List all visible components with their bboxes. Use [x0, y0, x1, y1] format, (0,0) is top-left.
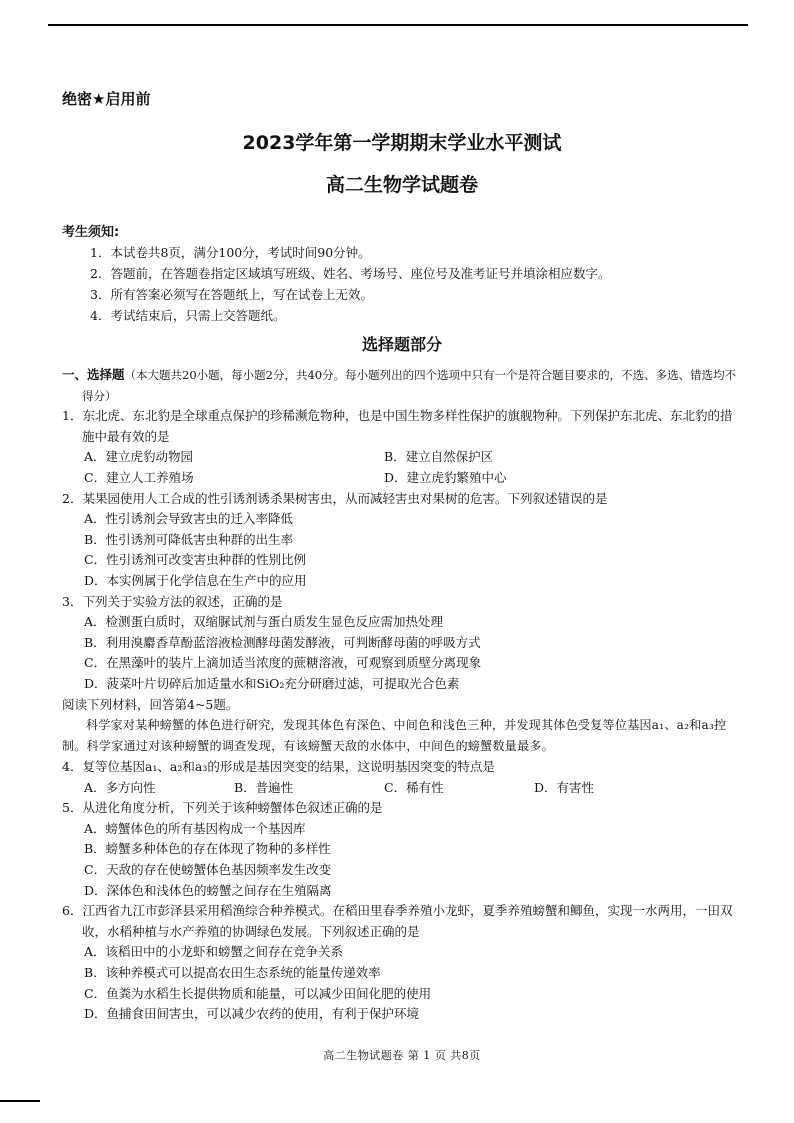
question-3-stem: 3．下列关于实验方法的叙述，正确的是 — [62, 593, 283, 609]
notice-item: 2．答题前，在答题卷指定区域填写班级、姓名、考场号、座位号及准考证号并填涂相应数字。 — [90, 266, 611, 281]
question-1-stem: 1．东北虎、东北豹是全球重点保护的珍稀濒危物种，也是中国生物多样性保护的旗舰物种。下列保护东北虎、东北豹的措施中最有效的是 — [62, 408, 733, 444]
option-b: B．该种养模式可以提高农田生态系统的能量传递效率 — [84, 965, 381, 981]
option-a: A．螃蟹体色的所有基因构成一个基因库 — [84, 820, 306, 836]
option-c: C．在黑藻叶的装片上滴加适当浓度的蔗糖溶液，可观察到质壁分离现象 — [84, 655, 482, 671]
option-b: B．建立自然保护区 — [384, 449, 494, 465]
questions-area — [62, 365, 742, 1025]
question-4-stem: 4．复等位基因a₁、a₂和a₃的形成是基因突变的结果，这说明基因突变的特点是 — [62, 759, 495, 775]
option-d: D．本实例属于化学信息在生产中的应用 — [84, 572, 307, 588]
notice-item: 3．所有答案必须写在答题纸上，写在试卷上无效。 — [90, 287, 373, 302]
scan-edge-top — [48, 24, 748, 26]
notice-item: 4．考试结束后，只需上交答题纸。 — [90, 308, 286, 323]
exam-title: 2023学年第一学期期末学业水平测试 — [242, 132, 562, 154]
scan-edge-left — [0, 1100, 40, 1102]
option-c: C．天敌的存在使螃蟹体色基因频率发生改变 — [84, 862, 332, 878]
notice-item: 1．本试卷共8页，满分100分，考试时间90分钟。 — [90, 245, 371, 260]
question-5-stem: 5．从进化角度分析，下列关于该种螃蟹体色叙述正确的是 — [62, 800, 383, 816]
option-c: C．稀有性 — [384, 779, 444, 795]
option-d: D．有害性 — [534, 779, 595, 795]
option-d: D．建立虎豹繁殖中心 — [384, 469, 507, 485]
option-c: C．建立人工养殖场 — [84, 469, 194, 485]
notice-list — [90, 242, 610, 326]
part-heading — [62, 365, 742, 406]
option-d: D．深体色和浅体色的螃蟹之间存在生殖隔离 — [84, 882, 332, 898]
page-footer: 高二生物试题卷 第 1 页 共8页 — [323, 1049, 481, 1062]
notice-heading: 考生须知: — [62, 225, 120, 240]
option-c: C．鱼粪为水稻生长提供物质和能量，可以减少田间化肥的使用 — [84, 985, 432, 1001]
option-b: B．性引诱剂可降低害虫种群的出生率 — [84, 531, 294, 547]
secret-label: 绝密★启用前 — [62, 90, 151, 108]
option-a: A．多方向性 — [84, 779, 156, 795]
reading-material: 科学家对某种螃蟹的体色进行研究，发现其体色有深色、中间色和浅色三种，并发现其体色受复等位基因a₁、a₂和a₃控制。科学家通过对该种螃蟹的调查发现，有该螃蟹天敌的水体中，中间色的螃蟹数量最多。 — [62, 718, 727, 754]
option-a: A．建立虎豹动物园 — [84, 449, 194, 465]
option-b: B．普遍性 — [234, 779, 294, 795]
question-4-options — [62, 778, 742, 799]
question-6-stem: 6．江西省九江市彭泽县采用稻渔综合种养模式。在稻田里春季养殖小龙虾，夏季养殖螃蟹和鲫鱼，实现一水两用，一田双收，水稻种植与水产养殖的协调绿色发展。下列叙述正确的是 — [62, 903, 733, 939]
option-d: D．菠菜叶片切碎后加适量水和SiO₂充分研磨过滤，可提取光合色素 — [84, 675, 460, 691]
question-2-stem: 2．某果园使用人工合成的性引诱剂诱杀果树害虫，从而减轻害虫对果树的危害。下列叙述错误的是 — [62, 490, 608, 506]
option-b: B．螃蟹多种体色的存在体现了物种的多样性 — [84, 841, 331, 857]
option-d: D．鱼捕食田间害虫，可以减少农药的使用，有利于保护环境 — [84, 1006, 420, 1022]
question-1-options-row2 — [62, 468, 742, 489]
option-c: C．性引诱剂可改变害虫种群的性别比例 — [84, 552, 307, 568]
part-note: （本大题共20小题，每小题2分，共40分。每小题列出的四个选项中只有一个是符合题目要求的，不选、多选、错选均不得分） — [82, 368, 737, 403]
part-label: 一、选择题 — [62, 367, 125, 382]
option-b: B．利用溴麝香草酚蓝溶液检测酵母菌发酵液，可判断酵母菌的呼吸方式 — [84, 634, 481, 650]
section-title: 选择题部分 — [361, 335, 442, 354]
exam-subtitle: 高二生物学试题卷 — [325, 174, 478, 196]
option-a: A．该稻田中的小龙虾和螃蟹之间存在竞争关系 — [84, 944, 344, 960]
question-1-options-row1 — [62, 447, 742, 468]
reading-intro: 阅读下列材料，回答第4~5题。 — [62, 696, 239, 712]
option-a: A．性引诱剂会导致害虫的迁入率降低 — [84, 511, 294, 527]
option-a: A．检测蛋白质时，双缩脲试剂与蛋白质发生显色反应需加热处理 — [84, 614, 444, 630]
